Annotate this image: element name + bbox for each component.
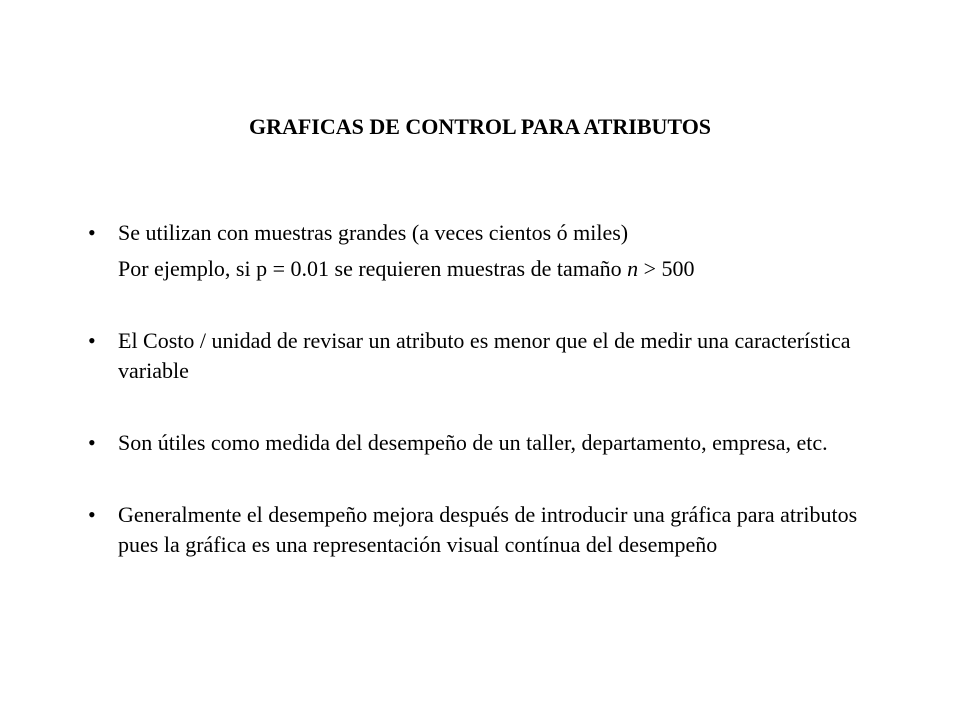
bullet-item-2 xyxy=(88,326,888,386)
bullet-item-3 xyxy=(88,428,888,458)
bullet-dot-icon: • xyxy=(88,220,96,245)
bullet-text-3: Son útiles como medida del desempeño de un taller, departamento, empresa, etc. xyxy=(118,430,828,455)
bullet-text-2: El Costo / unidad de revisar un atributo es menor que el de medir una característica variable xyxy=(118,328,851,383)
bullet-dot-icon: • xyxy=(88,328,96,353)
example-line-variable: n xyxy=(627,256,639,281)
bullet-item-1 xyxy=(88,218,888,284)
example-line xyxy=(118,254,888,284)
bullet-list xyxy=(88,218,888,560)
bullet-dot-icon: • xyxy=(88,502,96,527)
slide-title: GRAFICAS DE CONTROL PARA ATRIBUTOS xyxy=(248,114,712,139)
bullet-text-4: Generalmente el desempeño mejora después de introducir una gráfica para atributos pues la gráfica es una representación visual contínua del desempeño xyxy=(118,502,858,557)
bullet-text-1: Se utilizan con muestras grandes (a veces cientos ó miles) xyxy=(118,220,629,245)
example-line-suffix: > 500 xyxy=(638,256,695,281)
bullet-dot-icon: • xyxy=(88,430,96,455)
bullet-item-4 xyxy=(88,500,888,560)
example-line-prefix: Por ejemplo, si p = 0.01 se requieren muestras de tamaño xyxy=(118,256,628,281)
